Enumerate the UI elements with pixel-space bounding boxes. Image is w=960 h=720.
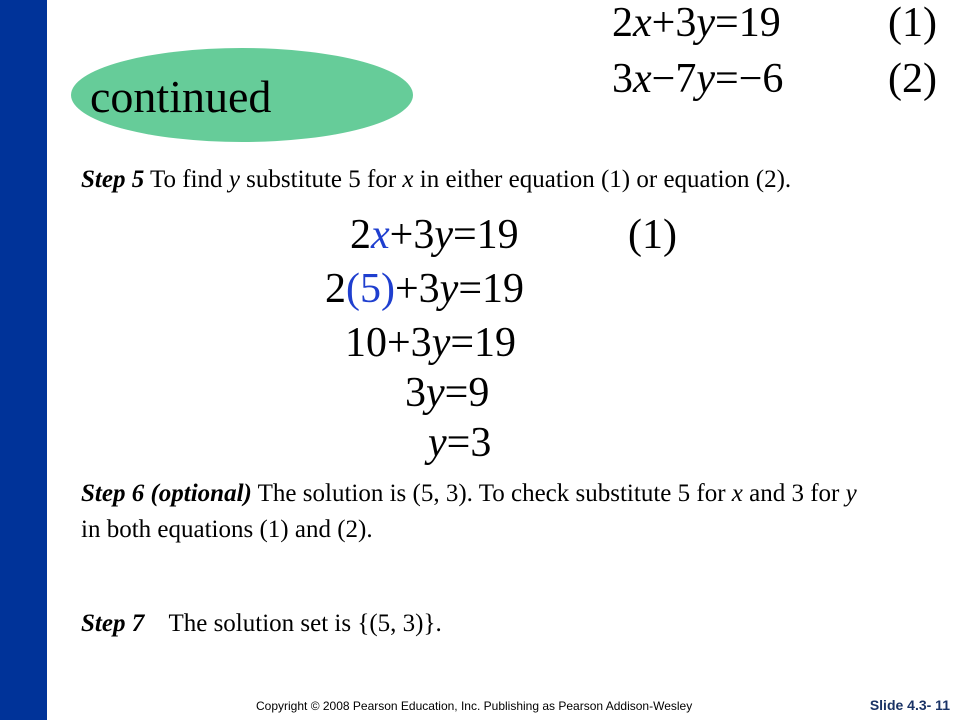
step5-text: Step 5 To find y substitute 5 for x in either equation (1) or equation (2). <box>81 166 792 193</box>
step7-label: Step 7 <box>81 610 145 637</box>
copyright-footer: Copyright © 2008 Pearson Education, Inc. Publishing as Pearson Addison-Wesley <box>256 699 693 713</box>
left-accent-bar <box>0 0 47 720</box>
work-line-2: 2(5)+3y=19 <box>325 266 525 312</box>
top-equation-2: 3x−7y=−6 (2) <box>612 56 937 102</box>
step6-label: Step 6 <box>81 480 145 507</box>
work-line-5: y=3 <box>428 420 492 466</box>
slide-heading: continued <box>90 71 272 122</box>
work-line-3: 10+3y=19 <box>345 320 517 366</box>
equation-tag-1: (1) <box>888 0 937 46</box>
top-equation-1: 2x+3y=19 (1) <box>612 0 937 46</box>
work-line-4: 3y=9 <box>405 370 490 416</box>
step6-optional: (optional) <box>150 480 252 507</box>
work-line-1: 2x+3y=19 (1) <box>350 212 677 258</box>
slide-number: Slide 4.3- 11 <box>869 697 950 713</box>
step5-label: Step 5 <box>81 166 145 193</box>
step7-text: Step 7 The solution set is {(5, 3)}. <box>81 610 442 637</box>
equation-tag-2: (2) <box>888 56 937 102</box>
work-tag-1: (1) <box>628 212 677 258</box>
step6-text: Step 6 (optional) The solution is (5, 3). To check substitute 5 for x and 3 for y in both equations (1) and (2). <box>81 480 857 543</box>
